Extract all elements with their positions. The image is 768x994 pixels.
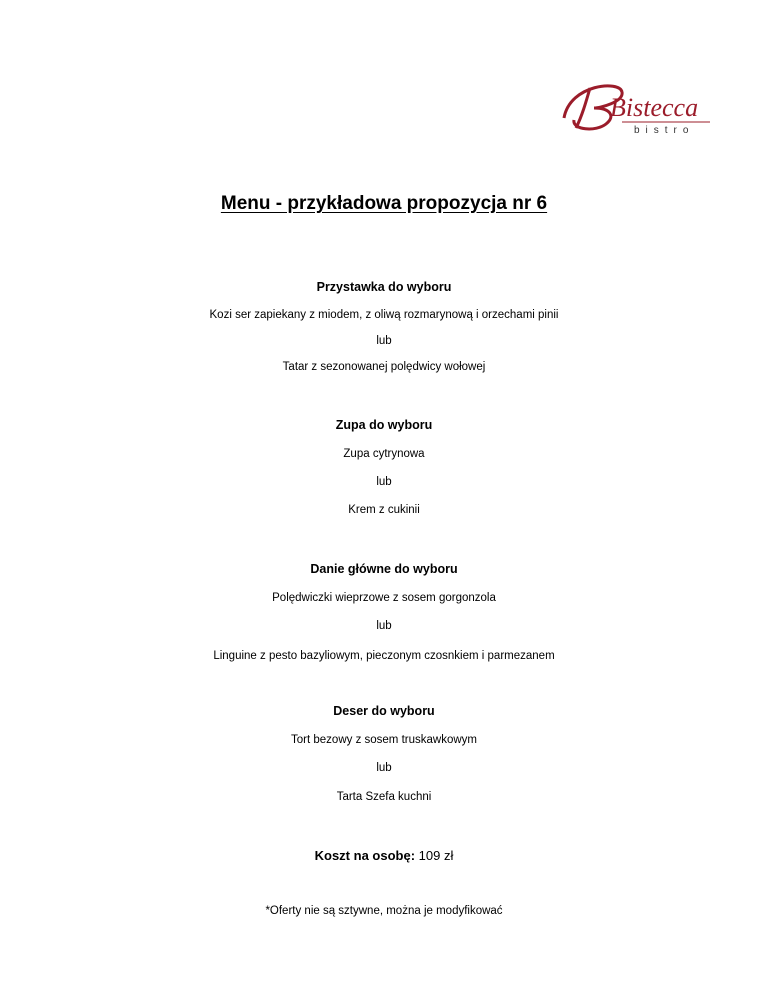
course-option-soup-b: Krem z cukinii [348,504,420,516]
price-label: Koszt na osobę: [314,848,416,863]
course-heading-soup: Zupa do wyboru [335,418,433,432]
course-option-soup-a: Zupa cytrynowa [343,448,425,460]
price-line [0,848,768,863]
course-option-dessert-a: Tort bezowy z sosem truskawkowym [291,734,477,746]
logo-graphic [560,78,720,138]
logo-wordmark: Bistecca [610,93,699,122]
course-heading-dessert: Deser do wyboru [333,704,435,718]
course-heading-starter: Przystawka do wyboru [316,280,452,294]
page-title: Menu - przykładowa propozycja nr 6 [220,193,548,214]
offer-note: *Oferty nie są sztywne, można je modyfikować [265,905,503,917]
course-option-dessert-b: Tarta Szefa kuchni [336,791,432,803]
course-or-soup: lub [376,476,392,488]
course-or-dessert: lub [376,762,392,774]
course-option-starter-a: Kozi ser zapiekany z miodem, z oliwą rozmarynową i orzechami pinii [209,309,559,321]
course-option-main-b: Linguine z pesto bazyliowym, pieczonym czosnkiem i parmezanem [213,650,555,662]
course-option-starter-b: Tatar z sezonowanej polędwicy wołowej [282,361,486,373]
logo-subtitle: bistro [634,125,695,136]
course-or-starter: lub [376,335,392,347]
course-option-main-a: Polędwiczki wieprzowe z sosem gorgonzola [272,592,496,604]
price-value: 109 zł [418,848,454,863]
bistecca-logo [560,78,720,138]
course-heading-main: Danie główne do wyboru [310,562,458,576]
course-or-main: lub [376,620,392,632]
